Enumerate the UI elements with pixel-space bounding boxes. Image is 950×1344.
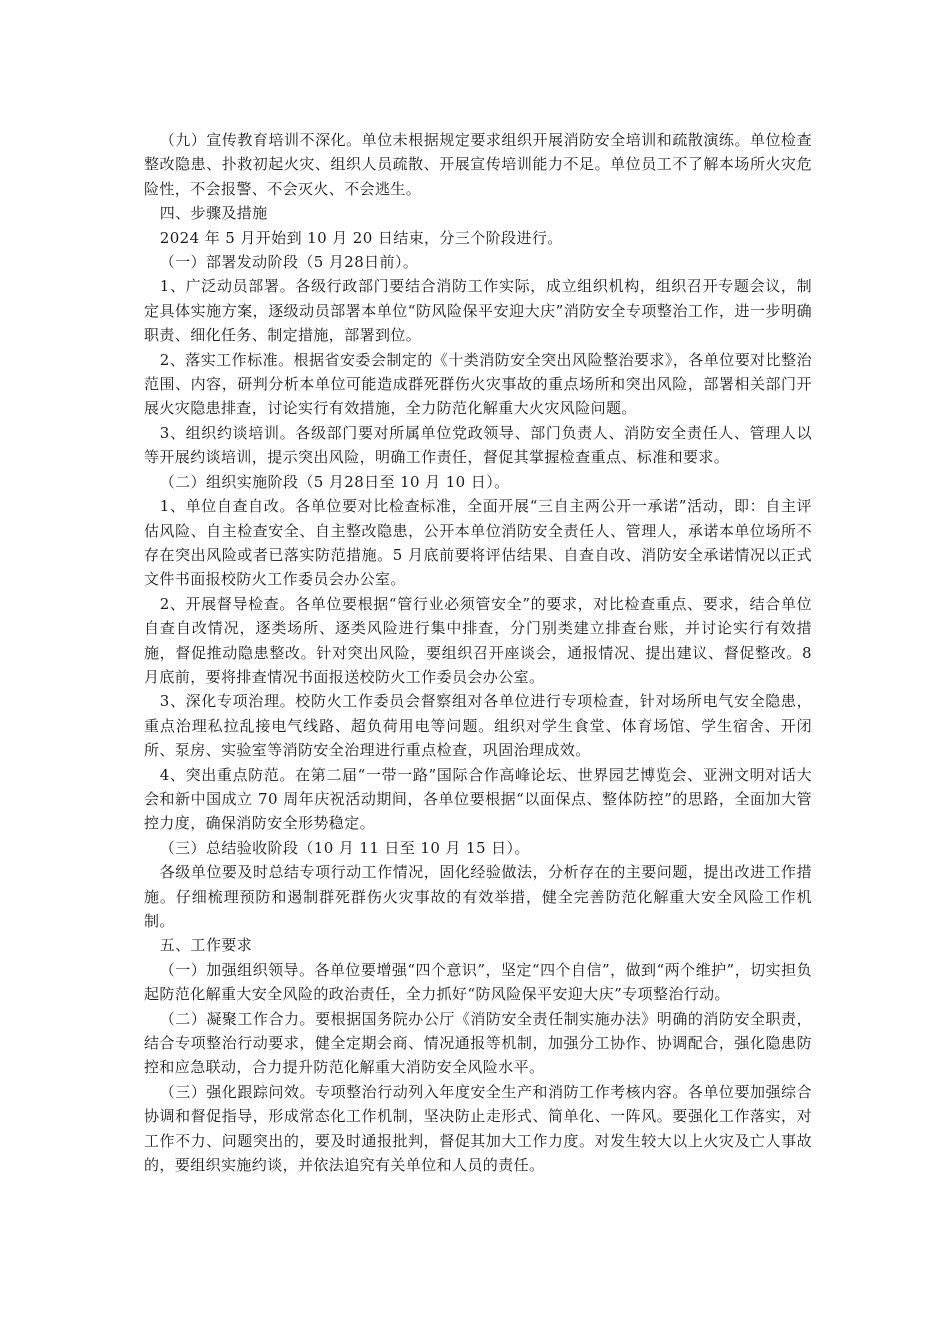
paragraph-self-inspection: 1、单位自查自改。各单位要对比检查标准，全面开展“三自主两公开一承诺”活动，即：自主评估风险、自主检查安全、自主整改隐患，公开本单位消防安全责任人、管理人，承诺本单位场所不存在突出风险或者已落实防范措施。5 月底前要将评估结果、自查自改、消防安全承诺情况以正式文件书面报校防火工作委员会办公室。 [144,497,812,589]
paragraph-interview-training: 3、组织约谈培训。各级部门要对所属单位党政领导、部门负责人、消防安全责任人、管理人以等开展约谈培训，提示突出风险，明确工作责任，督促其掌握检查重点、标准和要求。 [144,423,812,467]
section-heading-steps-measures: 四、步骤及措施 [159,204,268,223]
paragraph-timeline: 2024 年 5 月开始到 10 月 20 日结束，分三个阶段进行。 [159,228,563,247]
paragraph-publicity-training-issue: （九）宣传教育培训不深化。单位未根据规定要求组织开展消防安全培训和疏散演练。单位检查整改隐患、扑救初起火灾、组织人员疏散、开展宣传培训能力不足。单位员工不了解本场所火灾危险性，不会报警、不会灭火、不会逃生。 [144,131,812,198]
paragraph-mobilization: 1、广泛动员部署。各级行政部门要结合消防工作实际，成立组织机构，组织召开专题会议，制定具体实施方案，逐级动员部署本单位“防风险保平安迎大庆”消防安全专项整治工作，进一步明确职责、细化任务、制定措施，部署到位。 [144,277,812,345]
paragraph-special-governance: 3、深化专项治理。校防火工作委员会督察组对各单位进行专项检查，针对场所电气安全隐患，重点治理私拉乱接电气线路、超负荷用电等问题。组织对学生食堂、体育场馆、学生宿舍、开闭所、泵房、实验室等消防安全治理进行重点检查，巩固治理成效。 [144,692,812,760]
subheading-deployment-phase: （一）部署发动阶段（5 月28日前）。 [159,253,419,272]
paragraph-joint-efforts: （二）凝聚工作合力。要根据国务院办公厅《消防安全责任制实施办法》明确的消防安全职责，结合专项整治行动要求，健全定期会商、情况通报等机制，加强分工协作、协调配合，强化隐患防控和应急联动，合力提升防范化解重大消防安全风险水平。 [144,1009,812,1077]
document-body [144,128,812,1177]
paragraph-work-standards: 2、落实工作标准。根据省安委会制定的《十类消防安全突出风险整治要求》，各单位要对比整治范围、内容，研判分析本单位可能造成群死群伤火灾事故的重点场所和突出风险，部署相关部门开展火灾隐患排查，讨论实行有效措施，全力防范化解重大火灾风险问题。 [144,350,812,418]
subheading-summary-phase: （三）总结验收阶段（10 月 11 日至 10 月 15 日）。 [159,838,530,857]
paragraph-strengthen-leadership: （一）加强组织领导。各单位要增强“四个意识”，坚定“四个自信”，做到“两个维护”，切实担负起防范化解重大安全风险的政治责任，全力抓好“防风险保平安迎大庆”专项整治行动。 [144,960,812,1004]
paragraph-summary: 各级单位要及时总结专项行动工作情况，固化经验做法，分析存在的主要问题，提出改进工作措施。仔细梳理预防和遏制群死群伤火灾事故的有效举措，健全完善防范化解重大安全风险工作机制。 [144,863,812,930]
paragraph-follow-up-accountability: （三）强化跟踪问效。专项整治行动列入年度安全生产和消防工作考核内容。各单位要加强综合协调和督促指导，形成常态化工作机制，坚决防止走形式、简单化、一阵风。要强化工作落实，对工作不力、问题突出的，要及时通报批判，督促其加大工作力度。对发生较大以上火灾及亡人事故的，要组织实施约谈，并依法追究有关单位和人员的责任。 [144,1082,812,1175]
paragraph-supervision-inspection: 2、开展督导检查。各单位要根据“管行业必须管安全”的要求，对比检查重点、要求，结合单位自查自改情况，逐类场所、逐类风险进行集中排查，分门别类建立排查台账，并讨论实行有效措施，督促推动隐患整改。针对突出风险，要组织召开座谈会，通报情况、提出建议、督促整改。8 月底前，要将排查情况书面报送校防火工作委员会办公室。 [144,594,812,686]
paragraph-key-prevention: 4、突出重点防范。在第二届“一带一路”国际合作高峰论坛、世界园艺博览会、亚洲文明对话大会和新中国成立 70 周年庆祝活动期间，各单位要根据“以面保点、整体防控”的思路，全面加大管控力度，确保消防安全形势稳定。 [144,765,812,833]
section-heading-work-requirements: 五、工作要求 [159,936,253,955]
subheading-implementation-phase: （二）组织实施阶段（5 月28日至 10 月 10 日）。 [159,472,510,491]
